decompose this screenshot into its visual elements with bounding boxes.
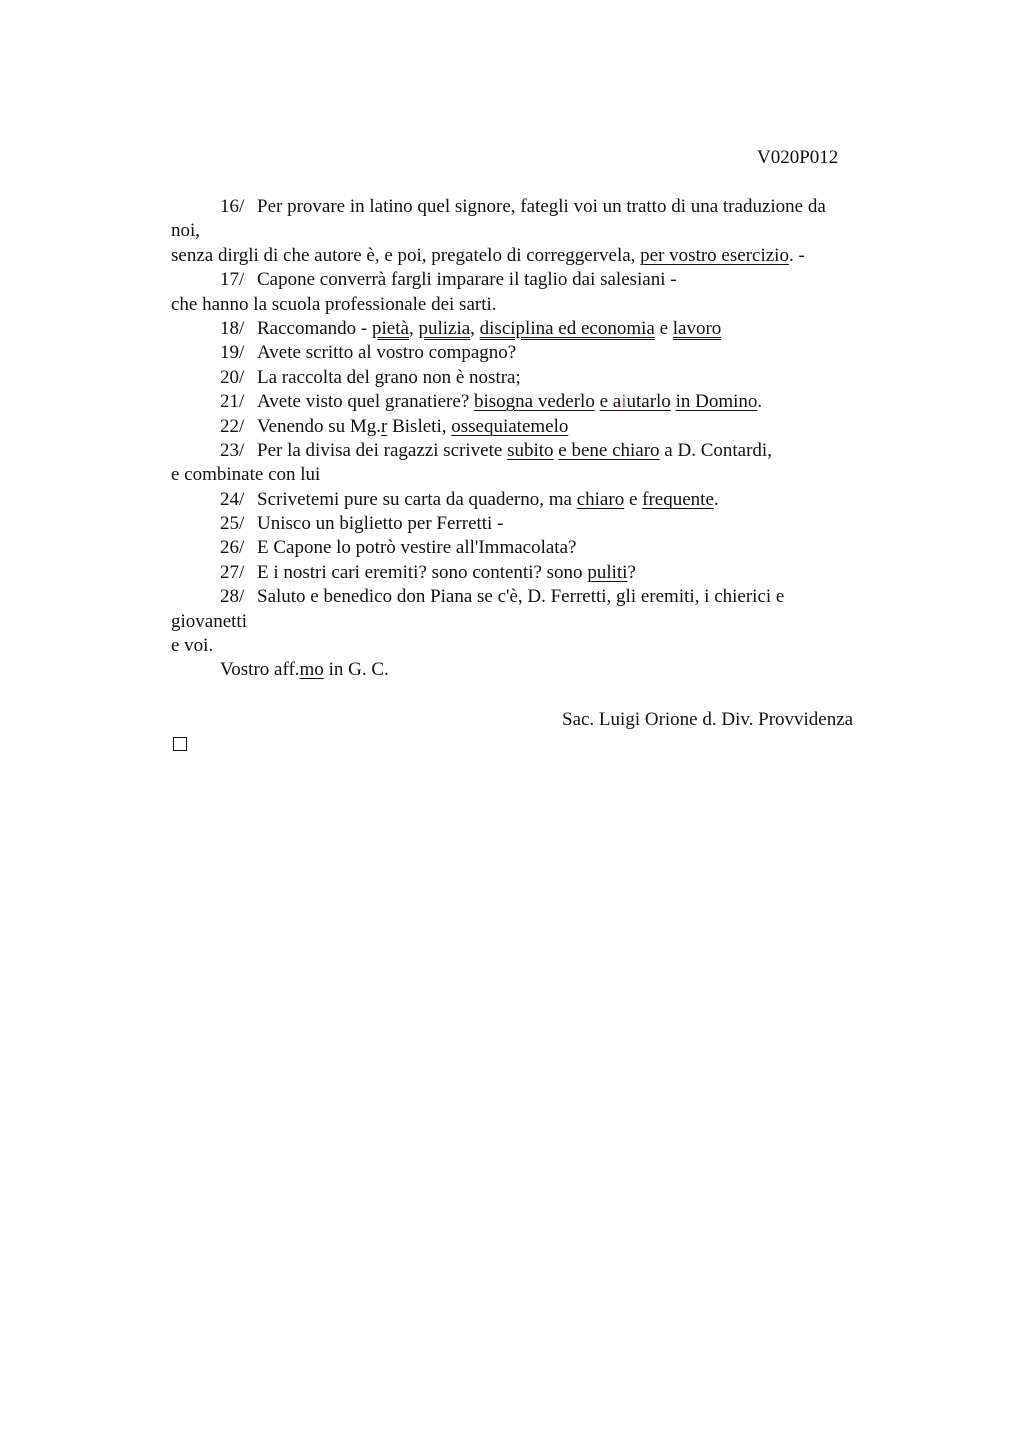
item-19: 19/ Avete scritto al vostro compagno? bbox=[171, 341, 891, 365]
item-17-line-1: 17/ Capone converrà fargli imparare il taglio dai salesiani - bbox=[171, 268, 891, 292]
correction-mark: i bbox=[621, 391, 627, 413]
item-22: 22/ Venendo su Mg.r Bisleti, ossequiatemelo bbox=[171, 415, 891, 439]
item-number: 20/ bbox=[220, 366, 245, 388]
item-number: 27/ bbox=[220, 561, 245, 583]
underlined-text: e bene chiaro bbox=[558, 439, 660, 461]
item-number: 18/ bbox=[220, 317, 245, 339]
item-23-line-1: 23/ Per la divisa dei ragazzi scrivete subito e bene chiaro a D. Contardi, bbox=[171, 439, 891, 463]
item-16-line-2: noi, bbox=[171, 220, 201, 242]
item-number: 16/ bbox=[220, 196, 245, 217]
item-28-line-2: giovanetti bbox=[171, 610, 247, 632]
end-box-icon bbox=[173, 737, 187, 751]
item-number: 25/ bbox=[220, 513, 245, 535]
underlined-text: pulizia bbox=[418, 317, 471, 339]
underlined-text: chiaro bbox=[576, 488, 625, 510]
underlined-text: disciplina ed economia bbox=[479, 317, 655, 339]
item-18: 18/ Raccomando - pietà, pulizia, disciplina ed economia e lavoro bbox=[171, 317, 891, 341]
item-16-line-1: 16/ Per provare in latino quel signore, fategli voi un tratto di una traduzione da bbox=[171, 195, 891, 219]
underlined-text: subito bbox=[507, 439, 554, 461]
underlined-text: frequente bbox=[642, 488, 714, 510]
underlined-text: pietà bbox=[372, 317, 409, 339]
underlined-text: e aiutarlo bbox=[599, 391, 671, 413]
item-number: 26/ bbox=[220, 537, 245, 559]
item-27: 27/ E i nostri cari eremiti? sono contenti? sono puliti? bbox=[171, 561, 891, 585]
item-number: 28/ bbox=[220, 586, 245, 608]
item-26: 26/ E Capone lo potrò vestire all'Immacolata? bbox=[171, 536, 891, 560]
underlined-text: lavoro bbox=[672, 317, 722, 339]
item-number: 22/ bbox=[220, 415, 245, 437]
item-number: 17/ bbox=[220, 269, 245, 291]
item-28-line-3: e voi. bbox=[171, 635, 214, 657]
item-number: 23/ bbox=[220, 439, 245, 461]
item-21: 21/ Avete visto quel granatiere? bisogna vederlo e aiutarlo in Domino. bbox=[171, 390, 891, 414]
underlined-text: bisogna vederlo bbox=[474, 391, 595, 413]
underlined-text: ossequiatemelo bbox=[451, 415, 569, 437]
page-code: V020P012 bbox=[757, 147, 839, 168]
item-28-line-1: 28/ Saluto e benedico don Piana se c'è, D. Ferretti, gli eremiti, i chierici e bbox=[171, 585, 891, 609]
underlined-text: per vostro esercizio bbox=[640, 244, 789, 266]
item-number: 24/ bbox=[220, 488, 245, 510]
item-number: 21/ bbox=[220, 391, 245, 413]
item-17-line-2: che hanno la scuola professionale dei sarti. bbox=[171, 293, 497, 315]
signature: Sac. Luigi Orione d. Div. Provvidenza bbox=[562, 709, 854, 730]
item-25: 25/ Unisco un biglietto per Ferretti - bbox=[171, 512, 891, 536]
underlined-text: mo bbox=[299, 659, 324, 681]
item-24: 24/ Scrivetemi pure su carta da quaderno, ma chiaro e frequente. bbox=[171, 488, 891, 512]
underlined-text: in Domino bbox=[675, 391, 758, 413]
underlined-text: puliti bbox=[587, 561, 628, 583]
underlined-text: r bbox=[381, 415, 388, 437]
item-16-line-3: senza dirgli di che autore è, e poi, pregatelo di correggervela, per vostro esercizio. - bbox=[171, 244, 805, 266]
letter-body bbox=[171, 195, 891, 683]
closing-line: Vostro aff.mo in G. C. bbox=[220, 659, 389, 681]
item-20: 20/ La raccolta del grano non è nostra; bbox=[171, 366, 891, 390]
item-number: 19/ bbox=[220, 342, 245, 364]
item-23-line-2: e combinate con lui bbox=[171, 464, 321, 486]
